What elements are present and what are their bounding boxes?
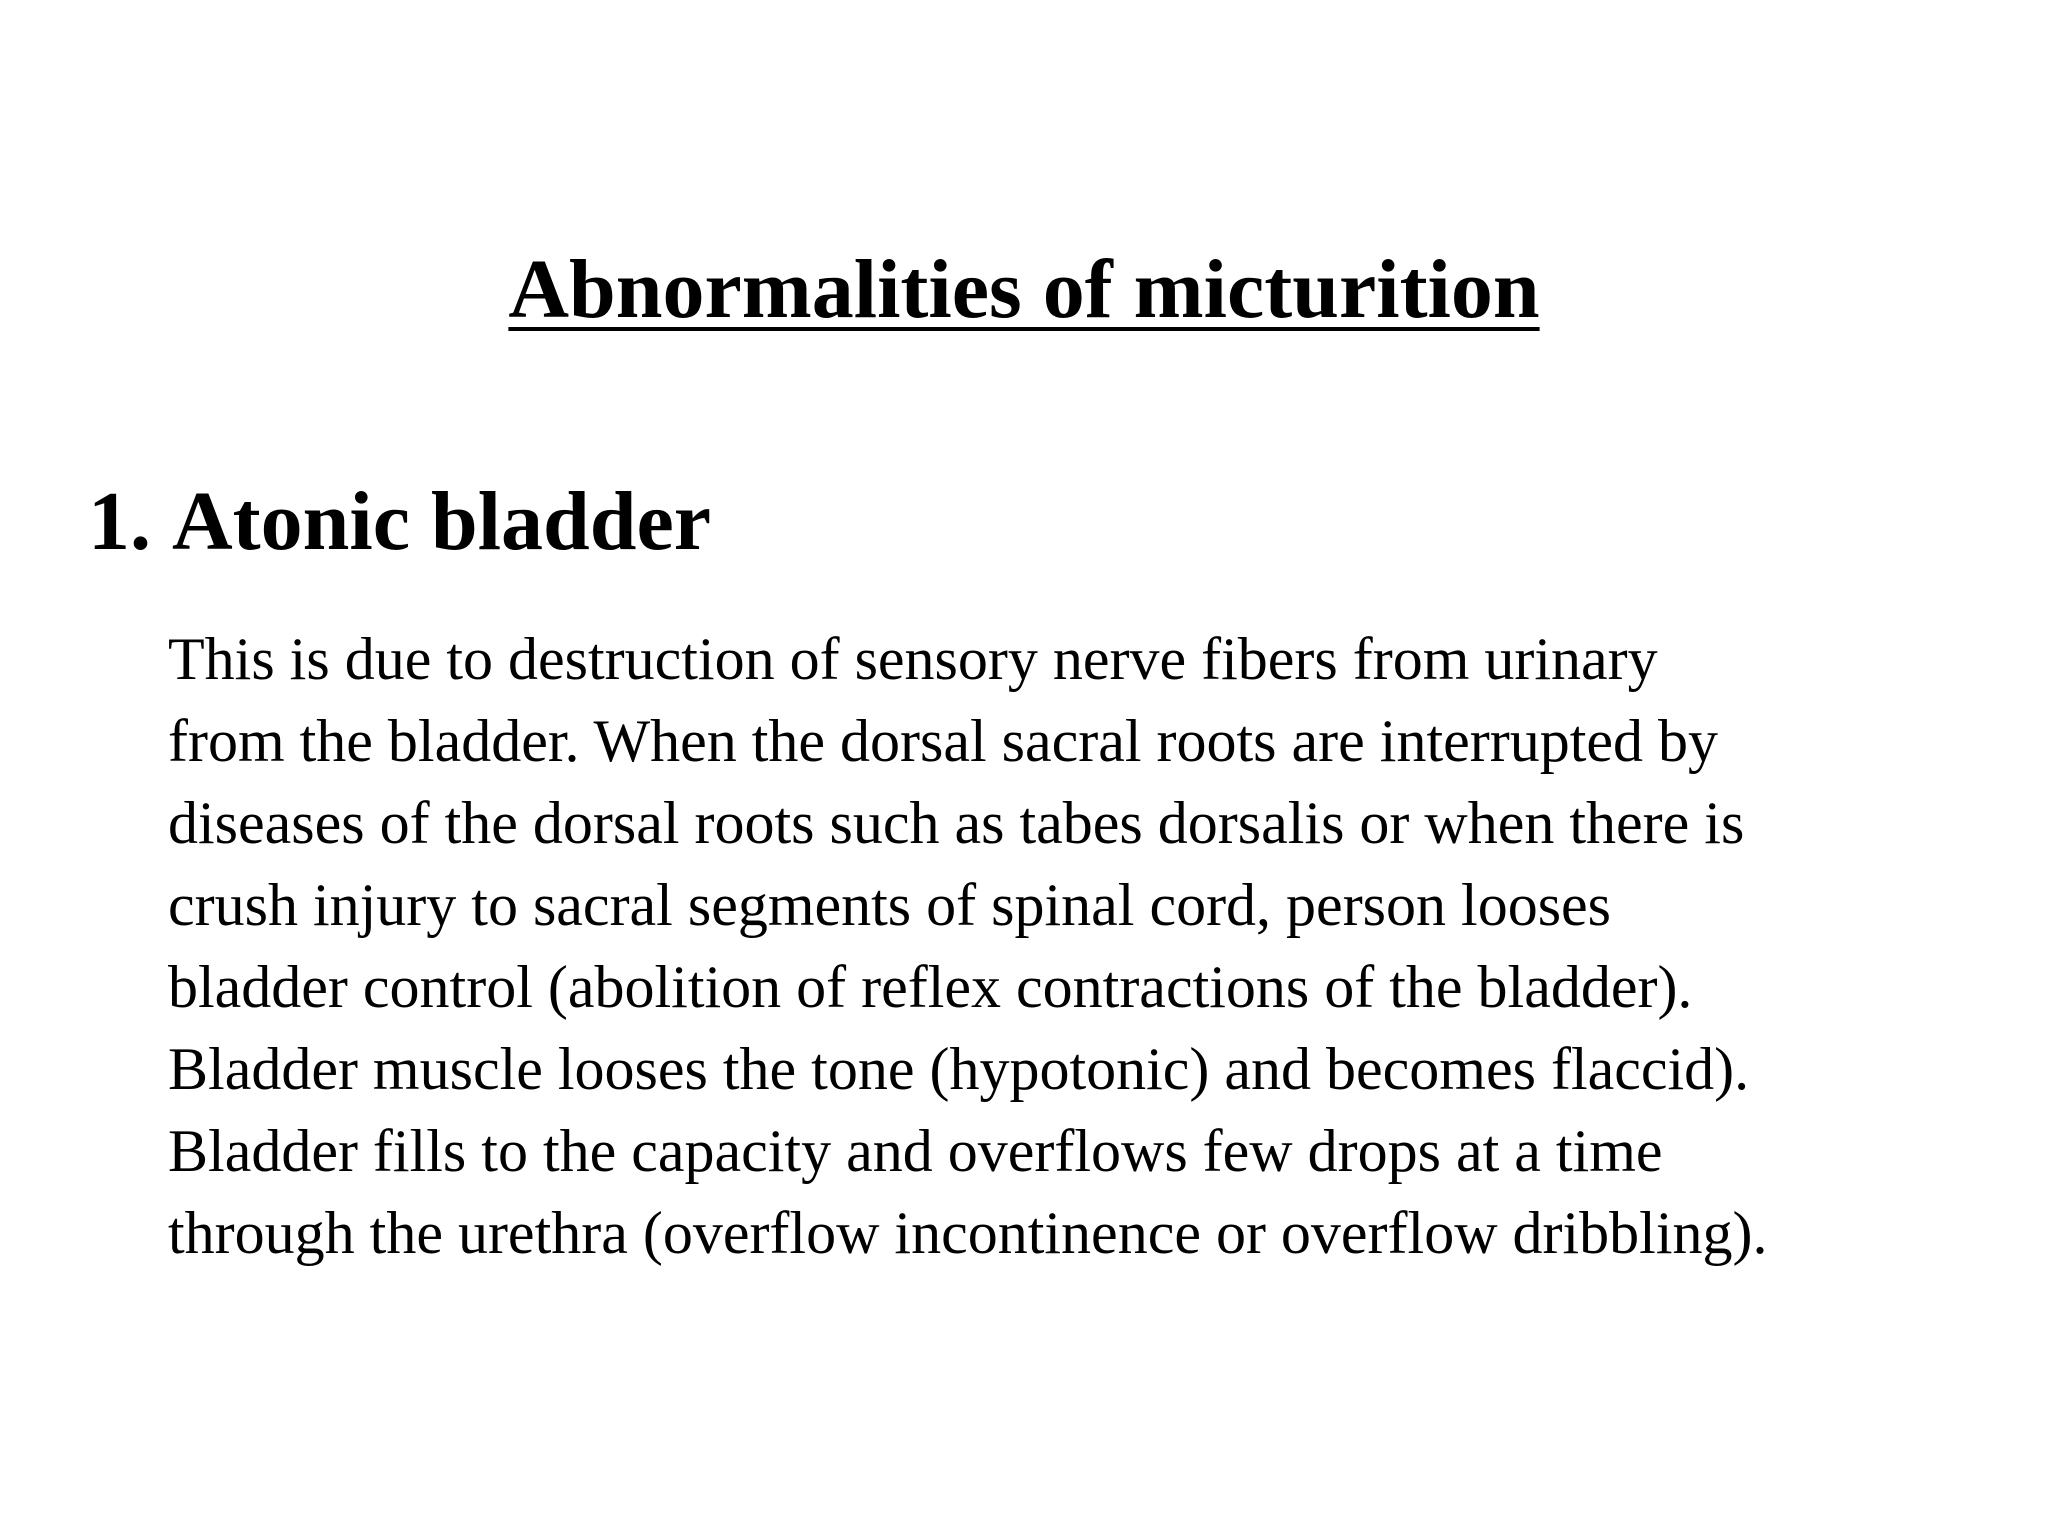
body-line: Bladder fills to the capacity and overflows few drops at a time — [168, 1118, 1663, 1184]
body-line: bladder control (abolition of reflex contractions of the bladder). — [168, 954, 1693, 1020]
body-paragraph — [168, 618, 2008, 1274]
slide-title: Abnormalities of micturition — [508, 243, 1540, 336]
body-line: through the urethra (overflow incontinence or overflow dribbling). — [168, 1200, 1768, 1266]
section-number: 1. — [88, 475, 151, 568]
body-line: crush injury to sacral segments of spinal cord, person looses — [168, 872, 1612, 938]
body-line: This is due to destruction of sensory nerve fibers from urinary — [168, 626, 1658, 692]
body-line: from the bladder. When the dorsal sacral roots are interrupted by — [168, 708, 1719, 774]
section-heading — [88, 472, 711, 572]
body-line: diseases of the dorsal roots such as tabes dorsalis or when there is — [168, 790, 1745, 856]
section-heading-text: Atonic bladder — [172, 475, 712, 568]
body-line: Bladder muscle looses the tone (hypotonic) and becomes flaccid). — [168, 1036, 1750, 1102]
